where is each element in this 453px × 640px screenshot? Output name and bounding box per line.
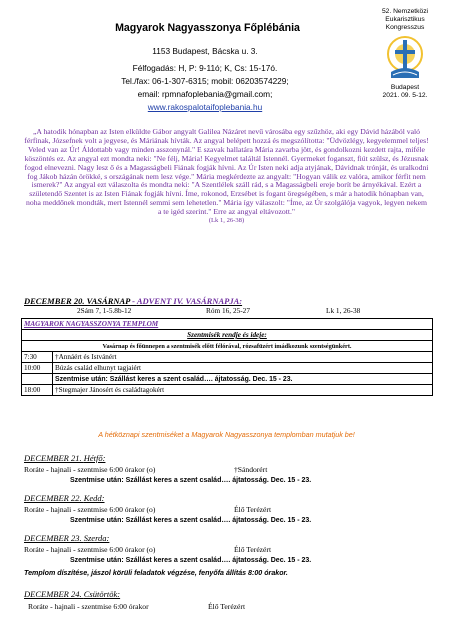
gospel-reference: (Lk 1, 26-38) [208,217,245,225]
mass-order-title: Szentmisék rendje és ideje: [22,330,433,341]
day-heading [24,493,105,503]
table-row-order [22,330,433,341]
day-date: DECEMBER 23. [24,533,84,543]
table-row [22,385,433,396]
parish-email: email: rpmnafoplebania@gmail.com; [137,89,273,99]
congress-city: Budapest [390,84,420,91]
mass-time: 10:00 [22,363,53,374]
table-row-note [22,341,433,352]
day-weekday: Szerda: [83,533,110,543]
parish-website-link[interactable]: www.rakospalotaifoplebania.hu [147,102,263,112]
mass-description: Roráte - hajnali - szentmise 6:00 órakor (o) [24,465,156,474]
after-mass-devotion: Szentmise után: Szállást keres a szent család…. ájtatosság. Dec. 15 - 23. [70,477,312,484]
table-row [22,363,433,374]
sunday-separator: - [130,296,137,306]
day-weekday: Csütörtök: [83,589,121,599]
reading-2: Róm 16, 25-27 [206,306,250,315]
gospel-text: „A hatodik hónapban az Isten elküldte Gábor angyalt Galilea Názáret nevű városába egy szűzhöz, aki egy Dávid házából való férfinak, Józsefnek volt a jegyese, és Máriának hívták. Az angyal belépett hozzá és megszólította: "Üdvözlégy, kegyelemmel teljes! Veled van az Úr! Áldottabb vagy minden asszonynál." E szavak hallatára Mária zavarba jött, és gondolkozni kezdett rajta, miféle köszöntés ez. Az angyal ezt mondta neki: "Ne félj, Mária! Kegyelmet találtál Istennél. Gyermeket foganszt, fiút szülsz, és Jézusnak fogod elnevezni. Nagy lesz ő és a Magasságbeli Fiának fogják hívni. Az Úr Isten neki adja atyjának, Dávidnak trónját, és uralkodni fog Jákob házán örökké, s országának nem lesz vége." Mária megkérdezte az angyalt: "Hogyan válik ez valóra, amikor férfit nem ismerek?" Az angyal ezt válaszolta és mondta neki: "A Szentlélek száll rád, s a Magasságbeli ereje borít be árnyékával. Ezért a születendő Szentet is az Isten Fiának fogják hívni. Íme, rokonod, Erzsébet is fogant öregségében, s már a hatodik hónapban van, noha meddőnek mondták, mert Istennél semmi sem lehetetlen." Mária így válaszolt: "Íme, az Úr szolgálója vagyok, legyen nekem a te igéd szerint." Erre az angyal eltávozott." [24,127,429,217]
day-heading [24,533,109,543]
after-mass-devotion: Szentmise után: Szállást keres a szent család…. ájtatosság. Dec. 15 - 23. [70,557,312,564]
table-row [22,374,433,385]
after-mass-devotion: Szentmise után: Szállást keres a szent család…. ájtatosság. Dec. 15 - 23. [70,517,312,524]
parish-address: 1153 Budapest, Bácska u. 3. [152,46,258,56]
mass-description: Roráte - hajnali - szentmise 6:00 órakor (o) [24,545,156,554]
parish-hours: Félfogadás: H, P: 9-11ó; K, Cs: 15-17ó. [132,63,278,73]
mass-schedule-table [21,318,433,396]
mass-intention: Élő Terézért [234,545,272,554]
day-weekday: Kedd: [83,493,105,503]
table-row [22,352,433,363]
mass-intention: Búzás család elhunyt tagjaiért [53,363,433,374]
day-heading [24,453,105,463]
table-row-church [22,319,433,330]
after-mass-devotion: Szentmise után: Szállást keres a szent család…. ájtatosság. Dec. 15 - 23. [53,374,433,385]
mass-intention: †Sándorért [234,465,268,474]
reading-3: Lk 1, 26-38 [326,306,361,315]
congress-dates: 2021. 09. 5-12. [382,92,428,99]
day-date: DECEMBER 24. [24,589,84,599]
mass-intention: †Annáért és Istvánért [53,352,433,363]
congress-line2: Eukarisztikus [385,16,425,23]
day-heading [24,589,120,599]
reading-1: 2Sám 7, 1-5.8b-12 [77,306,132,315]
sunday-title: ADVENT IV. VASÁRNAPJA: [136,296,243,306]
sunday-date: DECEMBER 20. VASÁRNAP [24,296,131,306]
congress-line1: 52. Nemzetközi [381,8,429,15]
congress-line3: Kongresszus [385,24,425,31]
eucharist-congress-icon [385,34,425,82]
mass-description: Roráte - hajnali - szentmise 6:00 órakor (o) [24,505,156,514]
church-decoration-note: Templom díszítése, jászol körüli feladatok végzése, fenyőfa állítás 8:00 órakor. [24,569,288,577]
mass-time: 18:00 [22,385,53,396]
church-name: MAGYAROK NAGYASSZONYA TEMPLOM [22,319,433,330]
mass-intention: Élő Terézért [208,602,246,611]
mass-intention: Élő Terézért [234,505,272,514]
mass-description: Roráte - hajnali - szentmise 6:00 órakor [28,602,149,611]
congress-logo [360,8,450,123]
day-weekday: Hétfő: [83,453,106,463]
mass-time: 7:30 [22,352,53,363]
mass-time [22,374,53,385]
gospel-text-block [24,128,429,226]
rosary-note: Vasárnap és főünnepen a szentmisék előtt félórával, rózsafüzért imádkozunk szentségünkért. [22,341,433,352]
day-date: DECEMBER 22. [24,493,84,503]
mass-intention: †Stegmajer Jánosért és családtagokért [53,385,433,396]
parish-name: Magyarok Nagyasszonya Főplébánia [115,22,300,34]
weekday-notice: A hétköznapi szentmiséket a Magyarok Nagyasszonya templomban mutatjuk be! [98,430,355,439]
parish-phone: Tel./fax: 06-1-307-6315; mobil: 06203574229; [121,76,289,86]
sunday-heading [24,296,434,306]
day-date: DECEMBER 21. [24,453,84,463]
